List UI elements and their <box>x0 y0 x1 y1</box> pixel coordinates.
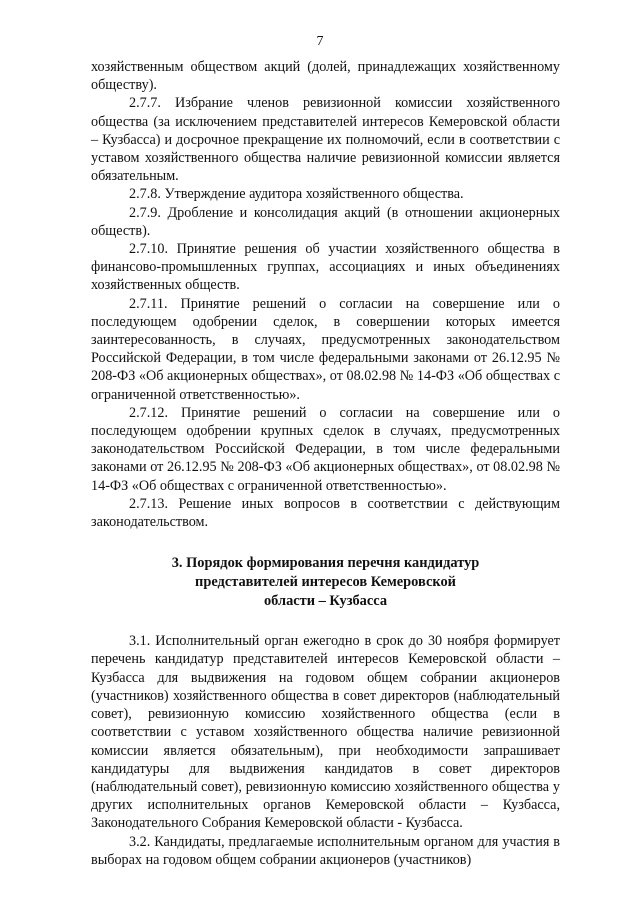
paragraph-2-7-10: 2.7.10. Принятие решения об участии хозяйственного общества в финансово-промышленных группах, ассоциациях и иных объединениях хозяйственных обществ. <box>91 241 560 294</box>
paragraph-3-2: 3.2. Кандидаты, предлагаемые исполнительным органом для участия в выборах на годовом общем собрании акционеров (участников) <box>91 833 560 868</box>
paragraph-2-7-7: 2.7.7. Избрание членов ревизионной комиссии хозяйственного общества (за исключением представителей интересов Кемеровской области – Кузбасса) и досрочное прекращение их полномочий, если в соответствии с уставом хозяйственного общества наличие ревизионной комиссии является обязательным. <box>91 95 560 185</box>
paragraph-3-1: 3.1. Исполнительный орган ежегодно в срок до 30 ноября формирует перечень кандидатур представителей интересов Кемеровской области – Кузбасса для выдвижения на годовом общем собрании акционеров (участников) хозяйственного общества в совет директоров (наблюдательный совет), ревизионную комиссию хозяйственного общества (если в соответствии с уставом хозяйственного общества наличие ревизионной комиссии является обязательным), при необходимости запрашивает кандидатуры для выдвижения кандидатов в совет директоров (наблюдательный совет), ревизионную комиссию хозяйственного общества у других исполнительных органов Кемеровской области – Кузбасса, Законодательного Собрания Кемеровской области - Кузбасса. <box>91 633 560 832</box>
paragraph-2-7-9: 2.7.9. Дробление и консолидация акций (в отношении акционерных обществ). <box>91 204 560 239</box>
paragraph-2-7-11: 2.7.11. Принятие решений о согласии на совершение или о последующем одобрении сделок, в совершении которых имеется заинтересованность, в случаях, предусмотренных законодательством Российской Федерации, в том числе федеральными законами от 26.12.95 № 208-ФЗ «Об акционерных обществах», от 08.02.98 № 14-ФЗ «Об обществах с ограниченной ответственностью». <box>91 295 560 403</box>
document-body <box>91 58 560 869</box>
section-title-line-1: 3. Порядок формирования перечня кандидатур <box>171 555 480 572</box>
page-number: 7 <box>316 34 324 49</box>
paragraph-continuation: хозяйственным обществом акций (долей, принадлежащих хозяйственному обществу). <box>91 59 560 94</box>
paragraph-2-7-12: 2.7.12. Принятие решений о согласии на совершение или о последующем одобрении крупных сделок в случаях, предусмотренных законодательством Российской Федерации, в том числе федеральными законами от 26.12.95 № 208-ФЗ «Об акционерных обществах», от 08.02.98 № 14-ФЗ «Об обществах с ограниченной ответственностью». <box>91 404 560 494</box>
section-title-line-3: области – Кузбасса <box>263 593 388 610</box>
paragraph-2-7-13: 2.7.13. Решение иных вопросов в соответствии с действующим законодательством. <box>91 495 560 531</box>
section-title <box>91 554 560 611</box>
paragraph-2-7-8: 2.7.8. Утверждение аудитора хозяйственного общества. <box>129 186 464 203</box>
section-title-line-2: представителей интересов Кемеровской <box>195 574 456 591</box>
